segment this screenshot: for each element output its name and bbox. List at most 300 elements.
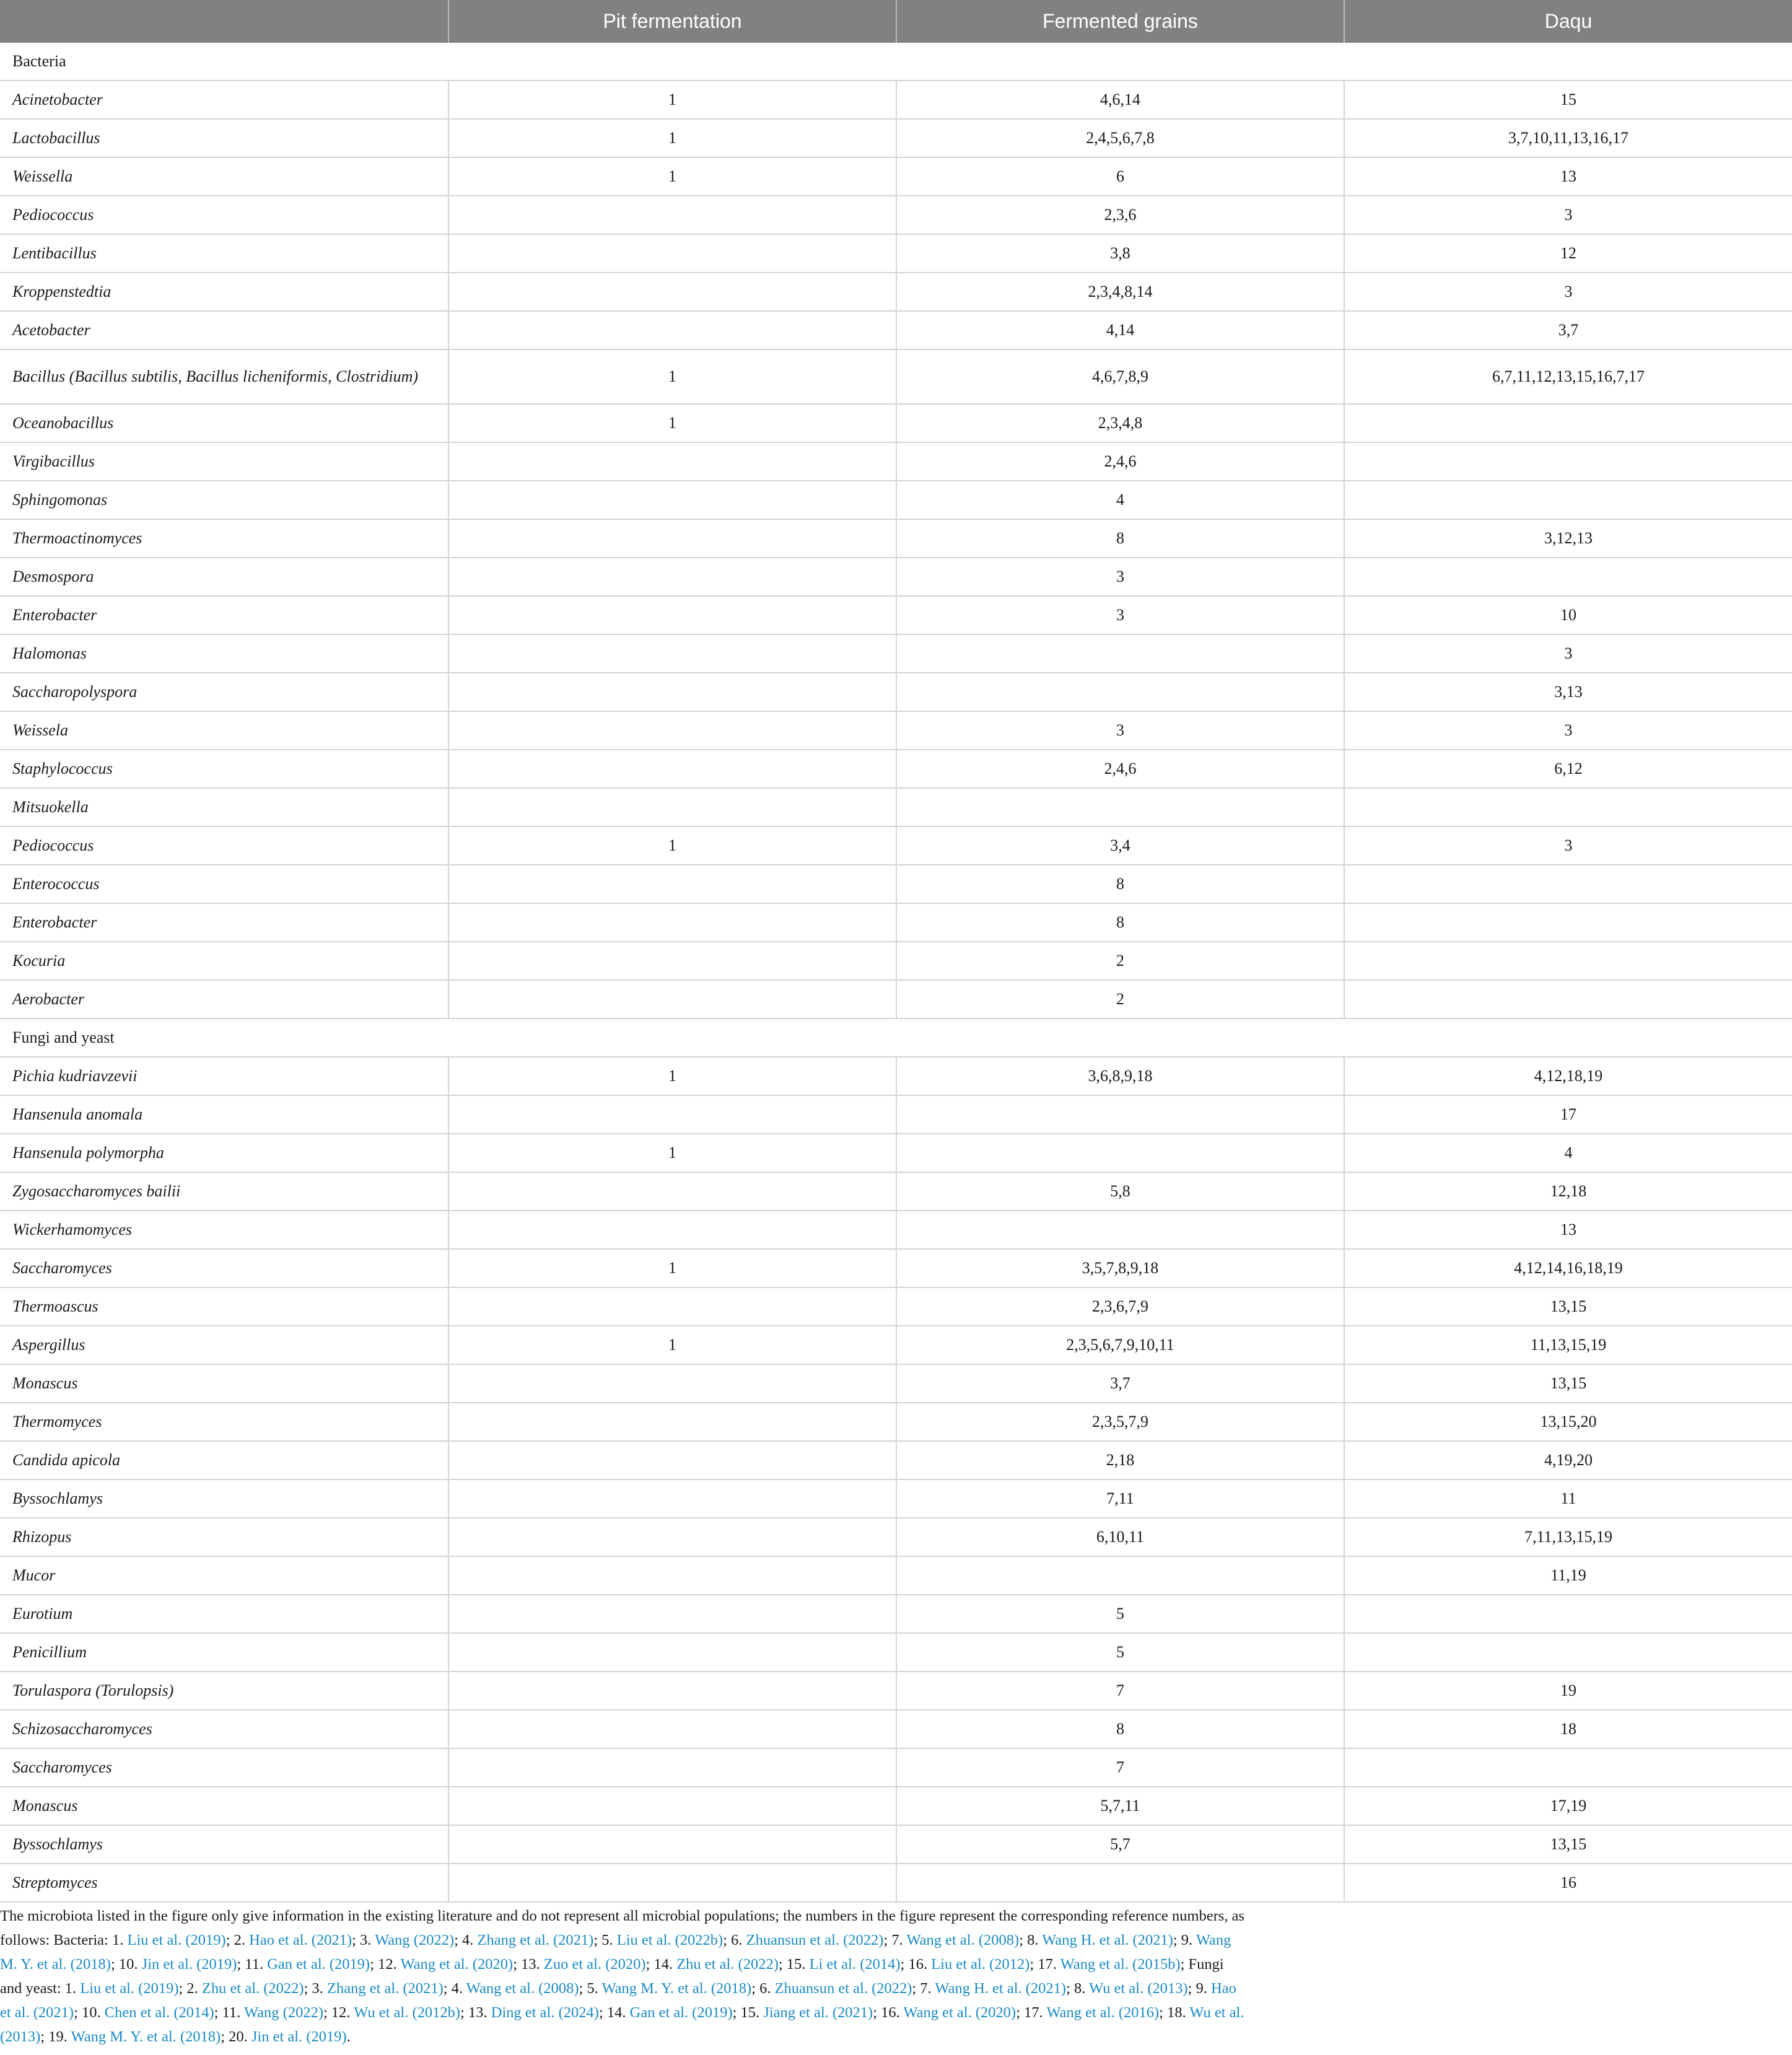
- footnote-text: ; 10.: [74, 2004, 105, 2021]
- reference-link[interactable]: Chen et al. (2014): [104, 2004, 214, 2021]
- fermented-grains-cell: 3,5,7,8,9,18: [896, 1249, 1344, 1287]
- table-row: [0, 1211, 1792, 1249]
- fermented-grains-cell: 5: [896, 1595, 1344, 1633]
- pit-fermentation-cell: [448, 1172, 896, 1211]
- fermented-grains-cell: 2,4,6: [896, 750, 1344, 788]
- pit-fermentation-cell: [448, 1441, 896, 1479]
- table-row: [0, 1672, 1792, 1710]
- fermented-grains-cell: 2: [896, 942, 1344, 980]
- fermented-grains-cell: 4,6,14: [896, 81, 1344, 119]
- fermented-grains-cell: 5: [896, 1633, 1344, 1672]
- pit-fermentation-cell: [448, 1864, 896, 1902]
- table-row: [0, 196, 1792, 234]
- footnote-text: ; 15.: [732, 2004, 764, 2021]
- fermented-grains-cell: [896, 788, 1344, 826]
- pit-fermentation-cell: [448, 1825, 896, 1864]
- fermented-grains-cell: 2,4,6: [896, 442, 1344, 481]
- daqu-cell: 3,12,13: [1344, 519, 1792, 558]
- table-footnote: [0, 1904, 1245, 2049]
- pit-fermentation-cell: [448, 596, 896, 634]
- fermented-grains-cell: [896, 1095, 1344, 1134]
- genus-cell: Acinetobacter: [0, 81, 448, 119]
- pit-fermentation-cell: 1: [448, 157, 896, 196]
- fermented-grains-cell: 8: [896, 1710, 1344, 1748]
- genus-cell: Wickerhamomyces: [0, 1211, 448, 1249]
- reference-link[interactable]: Hao et al. (2021): [0, 1980, 1236, 2021]
- genus-cell: Schizosaccharomyces: [0, 1710, 448, 1748]
- header-row: [0, 0, 1792, 43]
- daqu-cell: 17,19: [1344, 1787, 1792, 1825]
- table-row: [0, 1172, 1792, 1211]
- daqu-cell: 4,12,18,19: [1344, 1057, 1792, 1095]
- table-row: [0, 1864, 1792, 1902]
- genus-cell: Byssochlamys: [0, 1825, 448, 1864]
- reference-link[interactable]: Zhuansun et al. (2022): [746, 1932, 884, 1948]
- pit-fermentation-cell: [448, 1710, 896, 1748]
- table-row: [0, 1825, 1792, 1864]
- table-row: [0, 826, 1792, 865]
- genus-cell: Hansenula anomala: [0, 1095, 448, 1134]
- fermented-grains-cell: [896, 634, 1344, 673]
- pit-fermentation-cell: [448, 1595, 896, 1633]
- footnote-text: ; 9.: [1173, 1932, 1196, 1948]
- pit-fermentation-cell: 1: [448, 1134, 896, 1172]
- pit-fermentation-cell: 1: [448, 349, 896, 404]
- daqu-cell: [1344, 481, 1792, 519]
- table-row: [0, 980, 1792, 1019]
- daqu-cell: 13,15: [1344, 1825, 1792, 1864]
- table-row: [0, 404, 1792, 442]
- genus-cell: Thermoactinomyces: [0, 519, 448, 558]
- pit-fermentation-cell: [448, 1403, 896, 1441]
- fermented-grains-cell: 4,14: [896, 311, 1344, 349]
- footnote-text: ; 12.: [370, 1956, 401, 1973]
- reference-link[interactable]: Hao et al. (2021): [249, 1932, 352, 1948]
- pit-fermentation-cell: 1: [448, 1326, 896, 1364]
- fermented-grains-cell: 2,3,5,7,9: [896, 1403, 1344, 1441]
- pit-fermentation-cell: [448, 1556, 896, 1595]
- pit-fermentation-cell: [448, 1518, 896, 1556]
- genus-cell: Streptomyces: [0, 1864, 448, 1902]
- pit-fermentation-cell: 1: [448, 404, 896, 442]
- footnote-text: ; 7.: [883, 1932, 907, 1948]
- reference-link[interactable]: Wang et al. (2020): [400, 1956, 514, 1973]
- pit-fermentation-cell: [448, 750, 896, 788]
- reference-link[interactable]: Ding et al. (2024): [491, 2004, 599, 2021]
- genus-cell: Hansenula polymorpha: [0, 1134, 448, 1172]
- pit-fermentation-cell: [448, 1211, 896, 1249]
- pit-fermentation-cell: [448, 1095, 896, 1134]
- table-row: [0, 1403, 1792, 1441]
- footnote-text: ; 17.: [1029, 1956, 1060, 1973]
- pit-fermentation-cell: [448, 865, 896, 903]
- fermented-grains-cell: 3,8: [896, 234, 1344, 273]
- footnote-text: ; 6.: [723, 1932, 746, 1948]
- daqu-cell: 18: [1344, 1710, 1792, 1748]
- pit-fermentation-cell: 1: [448, 826, 896, 865]
- daqu-cell: 11: [1344, 1479, 1792, 1518]
- daqu-cell: [1344, 942, 1792, 980]
- footnote-text: ; 2.: [225, 1932, 250, 1948]
- genus-cell: Enterococcus: [0, 865, 448, 903]
- daqu-cell: 13,15,20: [1344, 1403, 1792, 1441]
- daqu-cell: 11,13,15,19: [1344, 1326, 1792, 1364]
- reference-link[interactable]: Jin et al. (2019): [251, 2028, 347, 2045]
- footnote-text: ; 6.: [751, 1980, 775, 1997]
- fermented-grains-cell: 3,7: [896, 1364, 1344, 1403]
- genus-cell: Monascus: [0, 1364, 448, 1403]
- fermented-grains-cell: 7: [896, 1672, 1344, 1710]
- reference-link[interactable]: Wang et al. (2015b): [1060, 1956, 1181, 1973]
- genus-cell: Desmospora: [0, 558, 448, 596]
- daqu-cell: [1344, 865, 1792, 903]
- daqu-cell: 3,13: [1344, 673, 1792, 711]
- footnote-text: ; 7.: [912, 1980, 935, 1997]
- fermented-grains-cell: 2,3,5,6,7,9,10,11: [896, 1326, 1344, 1364]
- daqu-cell: 15: [1344, 81, 1792, 119]
- fermented-grains-cell: 8: [896, 865, 1344, 903]
- daqu-cell: 3,7,10,11,13,16,17: [1344, 119, 1792, 157]
- fermented-grains-cell: [896, 1211, 1344, 1249]
- table-row: [0, 1134, 1792, 1172]
- genus-cell: Acetobacter: [0, 311, 448, 349]
- genus-cell: Zygosaccharomyces bailii: [0, 1172, 448, 1211]
- pit-fermentation-cell: [448, 273, 896, 311]
- reference-link[interactable]: Wang et al. (2008): [466, 1980, 579, 1997]
- reference-link[interactable]: Zhu et al. (2022): [201, 1980, 304, 1997]
- daqu-cell: 3: [1344, 826, 1792, 865]
- fermented-grains-cell: [896, 1556, 1344, 1595]
- footnote-text: ; 20.: [221, 2028, 251, 2045]
- daqu-cell: [1344, 442, 1792, 481]
- header-daqu: Daqu: [1344, 0, 1792, 43]
- daqu-cell: 13: [1344, 157, 1792, 196]
- reference-link[interactable]: Wang M. Y. et al. (2018): [601, 1980, 752, 1997]
- table-row: [0, 234, 1792, 273]
- footnote-text: ; 15.: [778, 1956, 810, 1973]
- daqu-cell: [1344, 903, 1792, 942]
- fermented-grains-cell: 6,10,11: [896, 1518, 1344, 1556]
- table-row: [0, 942, 1792, 980]
- table-row: [0, 442, 1792, 481]
- fermented-grains-cell: 7: [896, 1748, 1344, 1787]
- footnote-text: ; 14.: [645, 1956, 677, 1973]
- fermented-grains-cell: 2: [896, 980, 1344, 1019]
- reference-link[interactable]: Wang (2022): [375, 1932, 455, 1948]
- daqu-cell: [1344, 1633, 1792, 1672]
- genus-cell: Enterobacter: [0, 903, 448, 942]
- fermented-grains-cell: 3: [896, 596, 1344, 634]
- table-row: [0, 1441, 1792, 1479]
- genus-cell: Lactobacillus: [0, 119, 448, 157]
- daqu-cell: 4,19,20: [1344, 1441, 1792, 1479]
- table-row: [0, 1518, 1792, 1556]
- reference-link[interactable]: Zhuansun et al. (2022): [774, 1980, 912, 1997]
- daqu-cell: 7,11,13,15,19: [1344, 1518, 1792, 1556]
- reference-link[interactable]: Wang M. Y. et al. (2018): [0, 1932, 1231, 1973]
- daqu-cell: [1344, 1748, 1792, 1787]
- footnote-text: ; 16.: [900, 1956, 932, 1973]
- reference-link[interactable]: Wu et al. (2013): [0, 2004, 1244, 2045]
- genus-cell: Monascus: [0, 1787, 448, 1825]
- footnote-text: ; 16.: [873, 2004, 904, 2021]
- daqu-cell: 3: [1344, 196, 1792, 234]
- header-pit-fermentation: Pit fermentation: [448, 0, 896, 43]
- footnote-text: ; 4.: [443, 1980, 466, 1997]
- table-row: [0, 788, 1792, 826]
- genus-cell: Pediococcus: [0, 196, 448, 234]
- table-row: [0, 558, 1792, 596]
- reference-link[interactable]: Li et al. (2014): [809, 1956, 901, 1973]
- table-row: [0, 119, 1792, 157]
- reference-link[interactable]: Wang et al. (2016): [1046, 2004, 1160, 2021]
- daqu-cell: 3: [1344, 711, 1792, 750]
- pit-fermentation-cell: [448, 903, 896, 942]
- footnote-text: ; 3.: [304, 1980, 328, 1997]
- daqu-cell: 12: [1344, 234, 1792, 273]
- table-row: [0, 711, 1792, 750]
- table-row: [0, 349, 1792, 404]
- fermented-grains-cell: [896, 1864, 1344, 1902]
- footnote-text: ; 2.: [178, 1980, 202, 1997]
- daqu-cell: 3: [1344, 634, 1792, 673]
- genus-cell: Aspergillus: [0, 1326, 448, 1364]
- genus-cell: Eurotium: [0, 1595, 448, 1633]
- pit-fermentation-cell: 1: [448, 81, 896, 119]
- table-row: [0, 865, 1792, 903]
- genus-cell: Mitsuokella: [0, 788, 448, 826]
- footnote-text: ; 13.: [513, 1956, 544, 1973]
- fermented-grains-cell: 5,7: [896, 1825, 1344, 1864]
- reference-link[interactable]: Jiang et al. (2021): [763, 2004, 873, 2021]
- table-row: [0, 1710, 1792, 1748]
- genus-cell: Weissela: [0, 711, 448, 750]
- footnote-text: ; 12.: [323, 2004, 354, 2021]
- genus-cell: Oceanobacillus: [0, 404, 448, 442]
- fermented-grains-cell: [896, 1134, 1344, 1172]
- reference-link[interactable]: Liu et al. (2019): [127, 1932, 226, 1948]
- daqu-cell: 6,7,11,12,13,15,16,7,17: [1344, 349, 1792, 404]
- daqu-cell: 3,7: [1344, 311, 1792, 349]
- pit-fermentation-cell: [448, 234, 896, 273]
- pit-fermentation-cell: [448, 442, 896, 481]
- table-body: [0, 43, 1792, 1902]
- footnote-text: ; 8.: [1019, 1932, 1042, 1948]
- genus-cell: Weissella: [0, 157, 448, 196]
- daqu-cell: 17: [1344, 1095, 1792, 1134]
- genus-cell: Kroppenstedtia: [0, 273, 448, 311]
- pit-fermentation-cell: [448, 1672, 896, 1710]
- pit-fermentation-cell: [448, 1287, 896, 1326]
- genus-cell: Mucor: [0, 1556, 448, 1595]
- fermented-grains-cell: 2,3,6,7,9: [896, 1287, 1344, 1326]
- table-row: [0, 673, 1792, 711]
- footnote-text: The microbiota listed in the figure only give information in the existing literature and do not represent all microbial populations; the numbers in the figure represent the corresponding reference numbers, as follows: Bacteria: 1.: [0, 1908, 1245, 1948]
- pit-fermentation-cell: [448, 980, 896, 1019]
- table-row: [0, 1748, 1792, 1787]
- reference-link[interactable]: Zhu et al. (2022): [676, 1956, 779, 1973]
- fermented-grains-cell: 3: [896, 558, 1344, 596]
- genus-cell: Pediococcus: [0, 826, 448, 865]
- reference-link[interactable]: Jin et al. (2019): [141, 1956, 237, 1973]
- fermented-grains-cell: 4: [896, 481, 1344, 519]
- pit-fermentation-cell: 1: [448, 1057, 896, 1095]
- footnote-text: ; 5.: [593, 1932, 617, 1948]
- footnote-text: ; 5.: [579, 1980, 602, 1997]
- footnote-text: ; 11.: [214, 2004, 244, 2021]
- pit-fermentation-cell: [448, 1748, 896, 1787]
- pit-fermentation-cell: [448, 711, 896, 750]
- fermented-grains-cell: 8: [896, 519, 1344, 558]
- table-row: [0, 1556, 1792, 1595]
- reference-link[interactable]: Wu et al. (2013): [1089, 1980, 1188, 1997]
- footnote-text: .: [346, 2028, 351, 2045]
- table-row: [0, 634, 1792, 673]
- reference-link[interactable]: Gan et al. (2019): [629, 2004, 733, 2021]
- daqu-cell: [1344, 980, 1792, 1019]
- table-row: [0, 519, 1792, 558]
- genus-cell: Thermomyces: [0, 1403, 448, 1441]
- reference-link[interactable]: Zhang et al. (2021): [327, 1980, 444, 1997]
- table-row: [0, 481, 1792, 519]
- pit-fermentation-cell: [448, 481, 896, 519]
- genus-cell: Candida apicola: [0, 1441, 448, 1479]
- daqu-cell: 13: [1344, 1211, 1792, 1249]
- pit-fermentation-cell: [448, 558, 896, 596]
- pit-fermentation-cell: [448, 311, 896, 349]
- daqu-cell: 4: [1344, 1134, 1792, 1172]
- fermented-grains-cell: 3,6,8,9,18: [896, 1057, 1344, 1095]
- footnote-text: ; 18.: [1159, 2004, 1190, 2021]
- fermented-grains-cell: 3,4: [896, 826, 1344, 865]
- genus-cell: Bacillus (Bacillus subtilis, Bacillus licheniformis, Clostridium): [0, 349, 448, 404]
- pit-fermentation-cell: [448, 788, 896, 826]
- genus-cell: Virgibacillus: [0, 442, 448, 481]
- table-row: [0, 311, 1792, 349]
- footnote-text: ; 4.: [454, 1932, 478, 1948]
- genus-cell: Aerobacter: [0, 980, 448, 1019]
- reference-link[interactable]: Wang et al. (2008): [906, 1932, 1020, 1948]
- fermented-grains-cell: 7,11: [896, 1479, 1344, 1518]
- fermented-grains-cell: 6: [896, 157, 1344, 196]
- reference-link[interactable]: Wang H. et al. (2021): [1042, 1932, 1173, 1948]
- fermented-grains-cell: 2,18: [896, 1441, 1344, 1479]
- footnote-text: ; 3.: [352, 1932, 375, 1948]
- genus-cell: Saccharomyces: [0, 1748, 448, 1787]
- pit-fermentation-cell: 1: [448, 119, 896, 157]
- footnote-text: ; 8.: [1066, 1980, 1090, 1997]
- daqu-cell: 11,19: [1344, 1556, 1792, 1595]
- daqu-cell: [1344, 404, 1792, 442]
- table-row: [0, 1249, 1792, 1287]
- genus-cell: Saccharopolyspora: [0, 673, 448, 711]
- reference-link[interactable]: Zuo et al. (2020): [543, 1956, 646, 1973]
- footnote-text: ; 13.: [460, 2004, 491, 2021]
- reference-link[interactable]: Wu et al. (2012b): [354, 2004, 461, 2021]
- genus-cell: Kocuria: [0, 942, 448, 980]
- genus-cell: Enterobacter: [0, 596, 448, 634]
- section-row: [0, 43, 1792, 81]
- fermented-grains-cell: 8: [896, 903, 1344, 942]
- table-row: [0, 1479, 1792, 1518]
- daqu-cell: 6,12: [1344, 750, 1792, 788]
- genus-cell: Thermoascus: [0, 1287, 448, 1326]
- table-row: [0, 1364, 1792, 1403]
- table-row: [0, 903, 1792, 942]
- genus-cell: Rhizopus: [0, 1518, 448, 1556]
- footnote-text: ; 19.: [40, 2028, 71, 2045]
- reference-link[interactable]: Wang M. Y. et al. (2018): [71, 2028, 221, 2045]
- genus-cell: Sphingomonas: [0, 481, 448, 519]
- footnote-text: ; Fungi and yeast: 1.: [0, 1956, 1224, 1997]
- table-row: [0, 1633, 1792, 1672]
- daqu-cell: 13,15: [1344, 1287, 1792, 1326]
- daqu-cell: 16: [1344, 1864, 1792, 1902]
- table-row: [0, 1326, 1792, 1364]
- pit-fermentation-cell: [448, 673, 896, 711]
- fermented-grains-cell: 2,3,4,8,14: [896, 273, 1344, 311]
- fermented-grains-cell: 5,7,11: [896, 1787, 1344, 1825]
- reference-link[interactable]: Gan et al. (2019): [267, 1956, 370, 1973]
- reference-link[interactable]: Liu et al. (2022b): [616, 1932, 723, 1948]
- table-row: [0, 273, 1792, 311]
- reference-link[interactable]: Wang (2022): [244, 2004, 323, 2021]
- fermented-grains-cell: 2,3,6: [896, 196, 1344, 234]
- fermented-grains-cell: 4,6,7,8,9: [896, 349, 1344, 404]
- pit-fermentation-cell: 1: [448, 1249, 896, 1287]
- reference-link[interactable]: Liu et al. (2019): [80, 1980, 179, 1997]
- pit-fermentation-cell: [448, 1364, 896, 1403]
- fermented-grains-cell: 3: [896, 711, 1344, 750]
- pit-fermentation-cell: [448, 942, 896, 980]
- genus-cell: Torulaspora (Torulopsis): [0, 1672, 448, 1710]
- genus-cell: Byssochlamys: [0, 1479, 448, 1518]
- daqu-cell: [1344, 1595, 1792, 1633]
- header-genus: [0, 0, 448, 43]
- pit-fermentation-cell: [448, 1787, 896, 1825]
- pit-fermentation-cell: [448, 519, 896, 558]
- genus-cell: Lentibacillus: [0, 234, 448, 273]
- section-title: Fungi and yeast: [0, 1019, 1792, 1057]
- footnote-text: ; 10.: [110, 1956, 142, 1973]
- fermented-grains-cell: 2,3,4,8: [896, 404, 1344, 442]
- genus-cell: Penicillium: [0, 1633, 448, 1672]
- reference-link[interactable]: Liu et al. (2012): [931, 1956, 1030, 1973]
- reference-link[interactable]: Zhang et al. (2021): [477, 1932, 594, 1948]
- table-row: [0, 81, 1792, 119]
- daqu-cell: 4,12,14,16,18,19: [1344, 1249, 1792, 1287]
- footnote-text: ; 14.: [598, 2004, 630, 2021]
- table-row: [0, 157, 1792, 196]
- pit-fermentation-cell: [448, 1633, 896, 1672]
- table-row: [0, 1287, 1792, 1326]
- reference-link[interactable]: Wang et al. (2020): [903, 2004, 1016, 2021]
- table-row: [0, 1595, 1792, 1633]
- fermented-grains-cell: [896, 673, 1344, 711]
- daqu-cell: 19: [1344, 1672, 1792, 1710]
- daqu-cell: 3: [1344, 273, 1792, 311]
- footnote-text: ; 11.: [237, 1956, 268, 1973]
- reference-link[interactable]: Wang H. et al. (2021): [935, 1980, 1067, 1997]
- daqu-cell: [1344, 788, 1792, 826]
- header-fermented-grains: Fermented grains: [896, 0, 1344, 43]
- table-row: [0, 750, 1792, 788]
- table-row: [0, 1095, 1792, 1134]
- table-row: [0, 596, 1792, 634]
- daqu-cell: [1344, 558, 1792, 596]
- table-row: [0, 1787, 1792, 1825]
- daqu-cell: 12,18: [1344, 1172, 1792, 1211]
